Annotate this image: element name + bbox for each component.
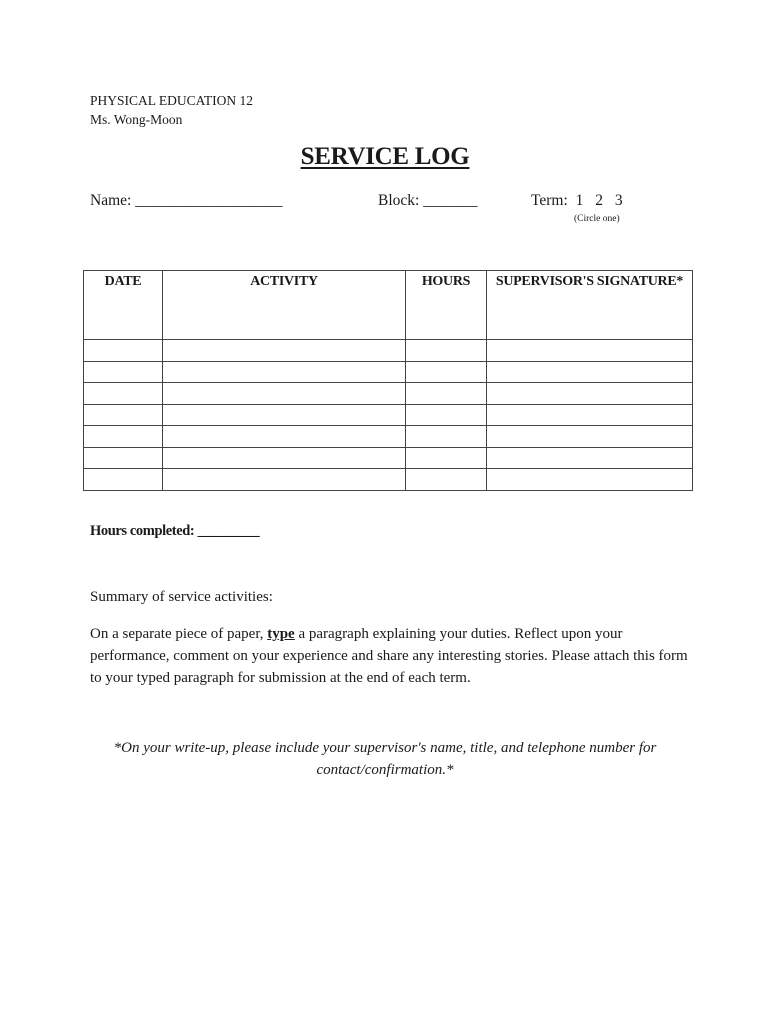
service-log-table <box>83 270 693 491</box>
table-header-row <box>84 271 693 340</box>
summary-label: Summary of service activities: <box>90 589 273 605</box>
name-label: Name: <box>90 192 132 209</box>
activity-cell[interactable] <box>163 361 406 383</box>
instructions-paragraph <box>90 623 690 689</box>
table-row <box>84 404 693 426</box>
hours-cell[interactable] <box>406 404 487 426</box>
date-cell[interactable] <box>84 447 163 469</box>
table-row <box>84 361 693 383</box>
signature-cell[interactable] <box>487 383 693 405</box>
hours-cell[interactable] <box>406 447 487 469</box>
instructions-emphasis: type <box>267 626 295 642</box>
column-header-date: DATE <box>84 271 163 340</box>
signature-cell[interactable] <box>487 447 693 469</box>
hours-completed-blank[interactable]: _________ <box>197 523 260 539</box>
hours-completed-field[interactable] <box>90 523 259 540</box>
table-row <box>84 426 693 448</box>
activity-cell[interactable] <box>163 340 406 362</box>
table-row <box>84 447 693 469</box>
table-row <box>84 469 693 491</box>
circle-note: (Circle one) <box>574 214 620 224</box>
column-header-signature: SUPERVISOR'S SIGNATURE* <box>487 271 693 340</box>
signature-cell[interactable] <box>487 404 693 426</box>
table-row <box>84 340 693 362</box>
block-label: Block: <box>378 192 420 209</box>
term-field <box>531 192 623 210</box>
instructions-text-end: a paragraph explaining your duties. Reflect upon your performance, comment on your experience and share any interesting stories. Please attach this form to your typed paragraph for submission at the end of each term. <box>90 626 688 686</box>
signature-cell[interactable] <box>487 340 693 362</box>
date-cell[interactable] <box>84 404 163 426</box>
page-title: SERVICE LOG <box>300 143 470 170</box>
activity-cell[interactable] <box>163 383 406 405</box>
date-cell[interactable] <box>84 383 163 405</box>
hours-cell[interactable] <box>406 469 487 491</box>
supervisor-note: *On your write-up, please include your supervisor's name, title, and telephone number for contact/confirmation.* <box>113 740 657 778</box>
name-blank[interactable]: ___________________ <box>135 192 283 209</box>
block-blank[interactable]: _______ <box>423 192 478 209</box>
hours-cell[interactable] <box>406 426 487 448</box>
signature-cell[interactable] <box>487 361 693 383</box>
course-title: PHYSICAL EDUCATION 12 <box>90 93 254 108</box>
activity-cell[interactable] <box>163 404 406 426</box>
term-option-2[interactable]: 2 <box>595 192 604 209</box>
date-cell[interactable] <box>84 361 163 383</box>
hours-completed-label: Hours completed: <box>90 523 195 539</box>
term-option-3[interactable]: 3 <box>614 192 623 209</box>
date-cell[interactable] <box>84 426 163 448</box>
activity-cell[interactable] <box>163 469 406 491</box>
activity-cell[interactable] <box>163 447 406 469</box>
term-option-1[interactable]: 1 <box>575 192 584 209</box>
date-cell[interactable] <box>84 469 163 491</box>
term-label: Term: <box>531 192 568 209</box>
hours-cell[interactable] <box>406 383 487 405</box>
activity-cell[interactable] <box>163 426 406 448</box>
hours-cell[interactable] <box>406 340 487 362</box>
column-header-hours: HOURS <box>406 271 487 340</box>
signature-cell[interactable] <box>487 426 693 448</box>
table-row <box>84 383 693 405</box>
signature-cell[interactable] <box>487 469 693 491</box>
instructions-text-start: On a separate piece of paper, <box>90 626 268 642</box>
date-cell[interactable] <box>84 340 163 362</box>
hours-cell[interactable] <box>406 361 487 383</box>
name-field[interactable] <box>90 192 282 210</box>
teacher-name: Ms. Wong-Moon <box>90 112 183 127</box>
block-field[interactable] <box>378 192 477 210</box>
column-header-activity: ACTIVITY <box>163 271 406 340</box>
